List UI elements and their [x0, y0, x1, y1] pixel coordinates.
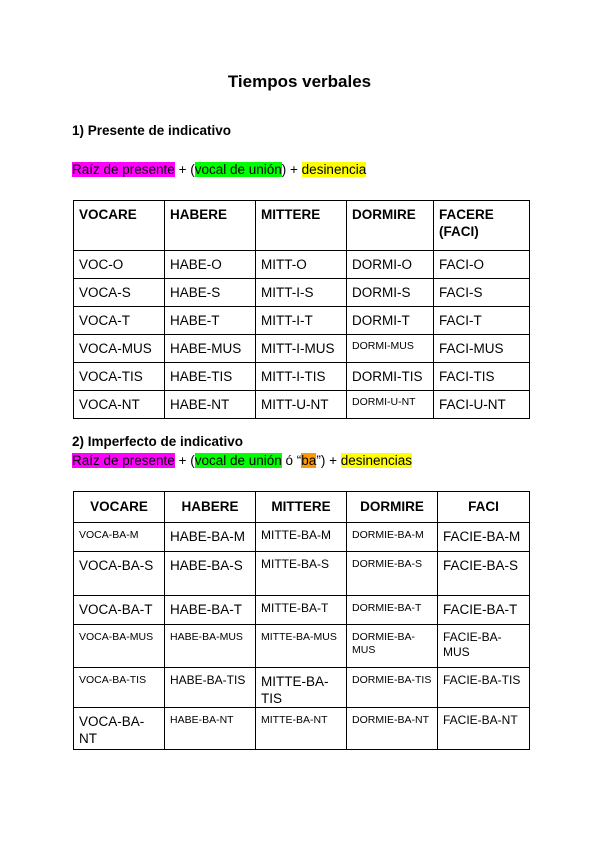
- table-row: [74, 251, 530, 279]
- table-cell: MITT-I-T: [256, 307, 347, 335]
- column-header: MITTERE: [256, 201, 347, 251]
- table-cell: DORMIE-BA-S: [347, 552, 438, 596]
- table-cell: DORMI-MUS: [347, 335, 434, 363]
- table-cell: MITTE-BA-NT: [256, 708, 347, 750]
- table-cell: HABE-BA-S: [165, 552, 256, 596]
- table-cell: VOCA-T: [74, 307, 165, 335]
- table-header-row: [74, 492, 530, 523]
- table-row: [74, 552, 530, 596]
- formula-separator: ) +: [281, 162, 302, 177]
- table-cell: FACIE-BA-S: [438, 552, 530, 596]
- table-cell: FACI-U-NT: [434, 391, 530, 419]
- table-cell: MITT-I-MUS: [256, 335, 347, 363]
- formula-separator: ó “: [281, 453, 302, 468]
- table-cell: VOCA-BA-S: [74, 552, 165, 596]
- table-cell: FACIE-BA-MUS: [438, 625, 530, 668]
- table-cell: DORMI-S: [347, 279, 434, 307]
- column-header: DORMIRE: [347, 492, 438, 523]
- table-cell: VOCA-BA-MUS: [74, 625, 165, 668]
- table-row: [74, 708, 530, 750]
- table-cell: FACI-T: [434, 307, 530, 335]
- table-cell: VOCA-BA-T: [74, 596, 165, 625]
- formula-vowel-highlight: vocal de unión: [194, 453, 282, 468]
- table-cell: FACI-MUS: [434, 335, 530, 363]
- table-cell: HABE-T: [165, 307, 256, 335]
- formula-ending-highlight: desinencias: [340, 453, 413, 468]
- table-cell: DORMIE-BA-MUS: [347, 625, 438, 668]
- table-cell: VOCA-BA-NT: [74, 708, 165, 750]
- formula-root-highlight: Raíz de presente: [72, 453, 175, 468]
- table-cell: MITT-U-NT: [256, 391, 347, 419]
- table-cell: HABE-MUS: [165, 335, 256, 363]
- table-row: [74, 668, 530, 708]
- table-cell: MITTE-BA-TIS: [256, 668, 347, 708]
- table-cell: HABE-O: [165, 251, 256, 279]
- column-header: VOCARE: [74, 201, 165, 251]
- column-header: VOCARE: [74, 492, 165, 523]
- column-header: HABERE: [165, 201, 256, 251]
- table-cell: DORMIE-BA-M: [347, 523, 438, 552]
- formula-root-highlight: Raíz de presente: [72, 162, 175, 177]
- table-cell: HABE-BA-TIS: [165, 668, 256, 708]
- table-cell: DORMI-T: [347, 307, 434, 335]
- table-cell: FACI-O: [434, 251, 530, 279]
- table-cell: VOCA-BA-M: [74, 523, 165, 552]
- table-row: [74, 307, 530, 335]
- formula-ba-highlight: ba: [301, 453, 317, 468]
- table-row: [74, 363, 530, 391]
- table-cell: FACI-S: [434, 279, 530, 307]
- table-cell: DORMIE-BA-TIS: [347, 668, 438, 708]
- section-heading-presente: 1) Presente de indicativo: [72, 123, 232, 138]
- table-cell: MITT-I-S: [256, 279, 347, 307]
- table-cell: FACI-TIS: [434, 363, 530, 391]
- table-cell: MITTE-BA-T: [256, 596, 347, 625]
- table-cell: DORMI-U-NT: [347, 391, 434, 419]
- table-row: [74, 391, 530, 419]
- table-cell: VOC-O: [74, 251, 165, 279]
- formula-vowel-highlight: vocal de unión: [194, 162, 282, 177]
- table-cell: HABE-NT: [165, 391, 256, 419]
- table-row: [74, 596, 530, 625]
- table-cell: VOCA-NT: [74, 391, 165, 419]
- table-cell: MITTE-BA-M: [256, 523, 347, 552]
- table-cell: HABE-BA-NT: [165, 708, 256, 750]
- table-cell: MITT-O: [256, 251, 347, 279]
- page-title: Tiempos verbales: [227, 72, 372, 91]
- column-header: FACERE (FACI): [434, 201, 530, 251]
- table-cell: HABE-TIS: [165, 363, 256, 391]
- table-cell: HABE-S: [165, 279, 256, 307]
- table-cell: VOCA-BA-TIS: [74, 668, 165, 708]
- column-header: DORMIRE: [347, 201, 434, 251]
- formula-presente: [72, 162, 366, 177]
- formula-ending-highlight: desinencia: [301, 162, 367, 177]
- formula-imperfecto: [72, 453, 412, 468]
- table-cell: MITT-I-TIS: [256, 363, 347, 391]
- table-cell: MITTE-BA-S: [256, 552, 347, 596]
- table-header-row: [74, 201, 530, 251]
- table-cell: DORMIE-BA-NT: [347, 708, 438, 750]
- section-heading-imperfecto: 2) Imperfecto de indicativo: [72, 434, 244, 449]
- formula-separator: + (: [174, 162, 195, 177]
- table-cell: DORMI-TIS: [347, 363, 434, 391]
- table-cell: HABE-BA-MUS: [165, 625, 256, 668]
- presente-conjugation-table: [73, 200, 530, 419]
- table-cell: HABE-BA-T: [165, 596, 256, 625]
- formula-separator: + (: [174, 453, 195, 468]
- table-cell: DORMIE-BA-T: [347, 596, 438, 625]
- column-header: FACI: [438, 492, 530, 523]
- formula-separator: ”) +: [316, 453, 341, 468]
- table-cell: VOCA-TIS: [74, 363, 165, 391]
- table-cell: FACIE-BA-NT: [438, 708, 530, 750]
- imperfecto-conjugation-table: [73, 491, 530, 750]
- table-row: [74, 279, 530, 307]
- column-header: HABERE: [165, 492, 256, 523]
- table-row: [74, 625, 530, 668]
- table-row: [74, 523, 530, 552]
- table-cell: VOCA-MUS: [74, 335, 165, 363]
- table-cell: FACIE-BA-M: [438, 523, 530, 552]
- table-cell: HABE-BA-M: [165, 523, 256, 552]
- column-header: MITTERE: [256, 492, 347, 523]
- table-cell: FACIE-BA-T: [438, 596, 530, 625]
- table-cell: MITTE-BA-MUS: [256, 625, 347, 668]
- table-cell: FACIE-BA-TIS: [438, 668, 530, 708]
- table-row: [74, 335, 530, 363]
- table-cell: DORMI-O: [347, 251, 434, 279]
- table-cell: VOCA-S: [74, 279, 165, 307]
